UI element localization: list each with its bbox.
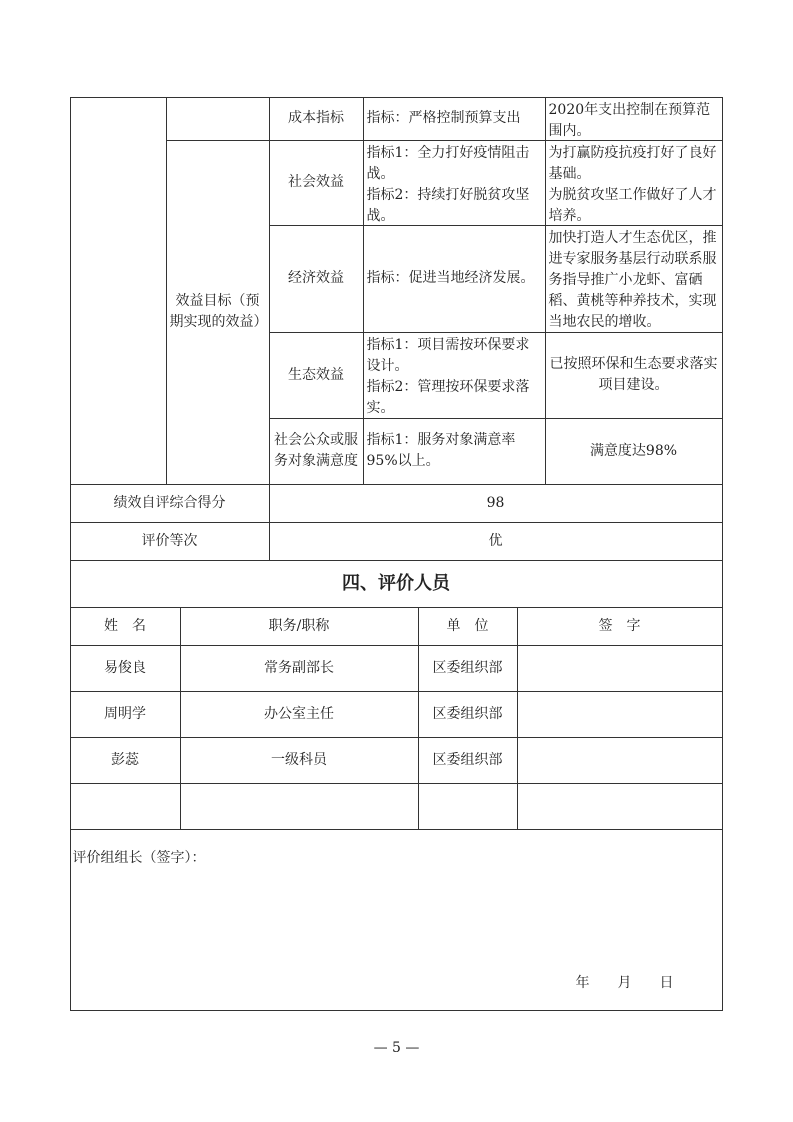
grade-value: 优	[269, 522, 723, 561]
evaluator-unit: 区委组织部	[418, 737, 518, 784]
evaluator-position: 一级科员	[180, 737, 419, 784]
economic-sub-label: 经济效益	[269, 225, 364, 333]
social-sub-label: 社会效益	[269, 140, 364, 226]
cost-sub-label: 成本指标	[269, 97, 364, 141]
header-position: 职务/职称	[180, 607, 419, 646]
empty-cell	[517, 783, 723, 830]
benefit-group-label: 效益目标（预期实现的效益）	[166, 140, 270, 485]
leader-sign-label: 评价组组长（签字）：	[72, 849, 206, 866]
score-value: 98	[269, 484, 723, 523]
ecology-result: 已按照环保和生态要求落实项目建设。	[545, 332, 723, 419]
social-indicator: 指标1：全力打好疫情阻击战。 指标2：持续打好脱贫攻坚战。	[363, 140, 546, 226]
evaluator-unit: 区委组织部	[418, 645, 518, 692]
evaluator-signature	[517, 645, 723, 692]
empty-cell	[70, 783, 181, 830]
evaluator-unit: 区委组织部	[418, 691, 518, 738]
evaluator-name: 周明学	[70, 691, 181, 738]
header-signature: 签 字	[517, 607, 723, 646]
evaluator-signature	[517, 691, 723, 738]
score-label: 绩效自评综合得分	[70, 484, 270, 523]
evaluator-name: 易俊良	[70, 645, 181, 692]
evaluator-signature	[517, 737, 723, 784]
satisfaction-result: 满意度达98%	[545, 418, 723, 485]
economic-indicator: 指标：促进当地经济发展。	[363, 225, 546, 333]
date-label: 年 月 日	[575, 974, 674, 991]
grade-label: 评价等次	[70, 522, 270, 561]
evaluator-name: 彭蕊	[70, 737, 181, 784]
ecology-sub-label: 生态效益	[269, 332, 364, 419]
empty-cell	[180, 783, 419, 830]
evaluator-position: 办公室主任	[180, 691, 419, 738]
page-number: — 5 —	[373, 1040, 420, 1056]
header-unit: 单 位	[418, 607, 518, 646]
header-name: 姓 名	[70, 607, 181, 646]
table-cell-blank	[70, 97, 167, 485]
table-cell-blank	[166, 97, 270, 141]
satisfaction-sub-label: 社会公众或服务对象满意度	[269, 418, 364, 485]
economic-result: 加快打造人才生态优区，推进专家服务基层行动联系服务指导推广小龙虾、富硒稻、黄桃等种养技术，实现当地农民的增收。	[545, 225, 723, 333]
ecology-indicator: 指标1：项目需按环保要求设计。 指标2：管理按环保要求落实。	[363, 332, 546, 419]
leader-sign-box	[70, 829, 723, 1011]
social-result: 为打赢防疫抗疫打好了良好基础。 为脱贫攻坚工作做好了人才培养。	[545, 140, 723, 226]
cost-indicator: 指标：严格控制预算支出	[363, 97, 546, 141]
evaluator-position: 常务副部长	[180, 645, 419, 692]
cost-result: 2020年支出控制在预算范围内。	[545, 97, 723, 141]
section-title: 四、评价人员	[70, 560, 723, 608]
empty-cell	[418, 783, 518, 830]
satisfaction-indicator: 指标1：服务对象满意率95%以上。	[363, 418, 546, 485]
